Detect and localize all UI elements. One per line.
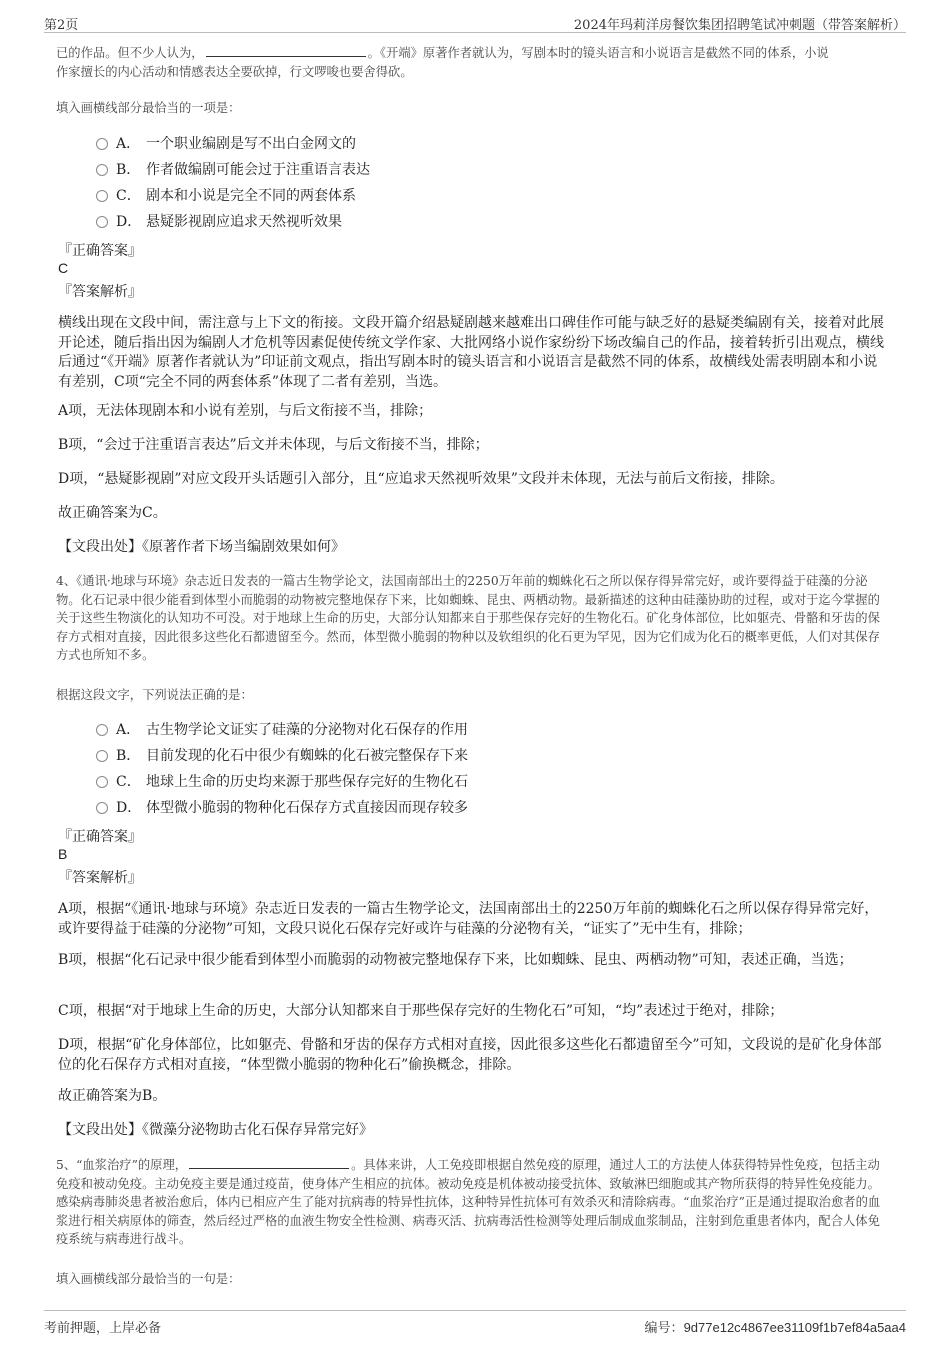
- q4-analysis-c: C项，根据“对于地球上生命的历史，大部分认知都来自于那些保存完好的生物化石”可知，“均”表述过于绝对，排除；: [58, 1003, 784, 1019]
- q4-source: 【文段出处】《微藻分泌物助古化石保存异常完好》: [58, 1122, 373, 1138]
- q5-stem-b: 。具体来讲，人工免疫即根据自然免疫的原理，通过人工的方法使人体获得特异性免疫，包括主动免疫和被动免疫。主动免疫主要是通过疫苗，使身体产生相应的抗体。被动免疫是机体被动接受抗体、致敏淋巴细胞或其产物所获得的特异性免疫能力。感染病毒肺炎患者被治愈后，体内已相应产生了能对抗病毒的特异性抗体，这种特异性抗体可有效杀灭和清除病毒。“血浆治疗”正是通过提取治愈者的血浆进行相关病原体的筛查，然后经过严格的血液生物安全性检测、病毒灭活、抗病毒活性检测等处理后制成血浆制品，注射到危重患者体内，配合人体免疫系统与病毒进行战斗。: [56, 1158, 881, 1246]
- q4-answer-tag: 『正确答案』: [58, 829, 142, 845]
- radio-icon[interactable]: [96, 802, 108, 814]
- document-title: 2024年玛莉洋房餐饮集团招聘笔试冲刺题（带答案解析）: [573, 18, 906, 33]
- q3-stem: [56, 44, 886, 81]
- radio-icon[interactable]: [96, 724, 108, 736]
- q3-analysis-main: 横线出现在文段中间，需注意与上下文的衔接。文段开篇介绍悬疑剧越来越难出口碑佳作可能与缺乏好的悬疑类编剧有关，接着对此展开论述，随后指出因为编剧人才危机等因素促使传统文学作家、大批网络小说作家纷纷下场改编自己的作品，接着转折引出观点，横线后通过“《开端》原著作者就认为”印证前文观点，指出写剧本时的镜头语言和小说语言是截然不同的体系，故横线处需表明剧本和小说有差别，C项“完全不同的两套体系”体现了二者有差别，当选。: [58, 315, 884, 390]
- q4-prompt: 根据这段文字，下列说法正确的是：: [56, 688, 253, 702]
- page-header: [44, 12, 906, 33]
- radio-icon[interactable]: [96, 776, 108, 788]
- code-value: 9d77e12c4867ee31109f1b7ef84a5aa4: [683, 1320, 906, 1335]
- q3-analysis-b: B项，“会过于注重语言表达”后文并未体现，与后文衔接不当，排除；: [58, 437, 489, 453]
- radio-icon[interactable]: [96, 138, 108, 150]
- q4-conclusion: 故正确答案为B。: [58, 1088, 167, 1104]
- q3-analysis-a: A项，无法体现剧本和小说有差别，与后文衔接不当，排除；: [58, 403, 433, 419]
- q4-option-b[interactable]: B． 目前发现的化石中很少有蜘蛛的化石被完整保存下来: [96, 746, 468, 766]
- q3-answer: C: [58, 260, 69, 276]
- radio-icon[interactable]: [96, 190, 108, 202]
- q4-option-c[interactable]: C． 地球上生命的历史均来源于那些保存完好的生物化石: [96, 772, 468, 792]
- q3-source: 【文段出处】《原著作者下场当编剧效果如何》: [58, 539, 345, 555]
- page-number: 第2页: [44, 18, 79, 33]
- radio-icon[interactable]: [96, 750, 108, 762]
- q3-answer-tag: 『正确答案』: [58, 243, 142, 259]
- q3-option-d[interactable]: D． 悬疑影视剧应追求天然视听效果: [96, 212, 342, 232]
- q4-option-a[interactable]: A． 古生物学论文证实了硅藻的分泌物对化石保存的作用: [96, 720, 468, 740]
- q4-analysis-d: D项，根据“矿化身体部位，比如躯壳、骨骼和牙齿的保存方式相对直接，因此很多这些化石都遗留至今”可知，文段说的是矿化身体部位的化石保存方式相对直接，“体型微小脆弱的物种化石”偷换概念，排除。: [58, 1037, 882, 1073]
- q3-stem-b: 。《开端》原著作者就认为，写剧本时的镜头语言和小说语言是截然不同的体系，小说: [367, 46, 829, 60]
- q5-prompt: 填入画横线部分最恰当的一句是：: [56, 1272, 241, 1286]
- q3-analysis-tag: 『答案解析』: [58, 284, 142, 300]
- q4-analysis-a: A项，根据“《通讯·地球与环境》杂志近日发表的一篇古生物学论文，法国南部出土的2250万年前的蜘蛛化石之所以保存得异常完好，或许要得益于硅藻的分泌物”可知，文段只说化石保存完好或许与硅藻的分泌物有关，“证实了”无中生有，排除；: [58, 901, 879, 937]
- q3-analysis-d: D项，“悬疑影视剧”对应文段开头话题引入部分，且“应追求天然视听效果”文段并未体现，无法与前后文衔接，排除。: [58, 471, 784, 487]
- radio-icon[interactable]: [96, 164, 108, 176]
- q3-blank: [206, 45, 366, 57]
- q4-stem: 4、《通讯·地球与环境》杂志近日发表的一篇古生物学论文，法国南部出土的2250万年前的蜘蛛化石之所以保存得异常完好，或许要得益于硅藻的分泌物。化石记录中很少能看到体型小而脆弱的动物被完整地保存下来，比如蜘蛛、昆虫、两栖动物。最新描述的这种由硅藻协助的过程，或对于迄今掌握的关于这些生物演化的认知功不可没。对于地球上生命的历史，大部分认知都来自于那些保存完好的生物化石。矿化身体部位，比如躯壳、骨骼和牙齿的保存方式相对直接，因此很多这些化石都遗留至今。然而，体型微小脆弱的物种以及软组织的化石更为罕见，因为它们成为化石的概率更低，人们对其保存方式也所知不多。: [56, 574, 880, 662]
- document-code: [645, 1317, 906, 1336]
- q3-prompt: 填入画横线部分最恰当的一项是：: [56, 101, 241, 115]
- q3-conclusion: 故正确答案为C。: [58, 505, 167, 521]
- q4-answer: B: [58, 846, 68, 862]
- q4-analysis-b: B项，根据“化石记录中很少能看到体型小而脆弱的动物被完整地保存下来，比如蜘蛛、昆虫、两栖动物”可知，表述正确，当选；: [58, 952, 853, 968]
- footer-slogan: 考前押题，上岸必备: [44, 1321, 162, 1336]
- q4-analysis-tag: 『答案解析』: [58, 870, 142, 886]
- q3-option-c[interactable]: C． 剧本和小说是完全不同的两套体系: [96, 186, 356, 206]
- q5-stem: [56, 1156, 886, 1249]
- q3-stem-c: 作家擅长的内心活动和情感表达全要砍掉，行文啰唆也要舍得砍。: [56, 64, 413, 79]
- q3-option-b[interactable]: B． 作者做编剧可能会过于注重语言表达: [96, 160, 370, 180]
- code-label: 编号：: [644, 1321, 684, 1336]
- q5-blank: [189, 1157, 349, 1169]
- q4-option-d[interactable]: D． 体型微小脆弱的物种化石保存方式直接因而现存较多: [96, 798, 468, 818]
- radio-icon[interactable]: [96, 216, 108, 228]
- q5-stem-a: 5、“血浆治疗”的原理，: [56, 1158, 188, 1172]
- page-footer: [44, 1310, 906, 1337]
- q3-option-a[interactable]: A． 一个职业编剧是写不出白金网文的: [96, 134, 356, 154]
- q3-stem-a: 已的作品。但不少人认为，: [56, 46, 204, 60]
